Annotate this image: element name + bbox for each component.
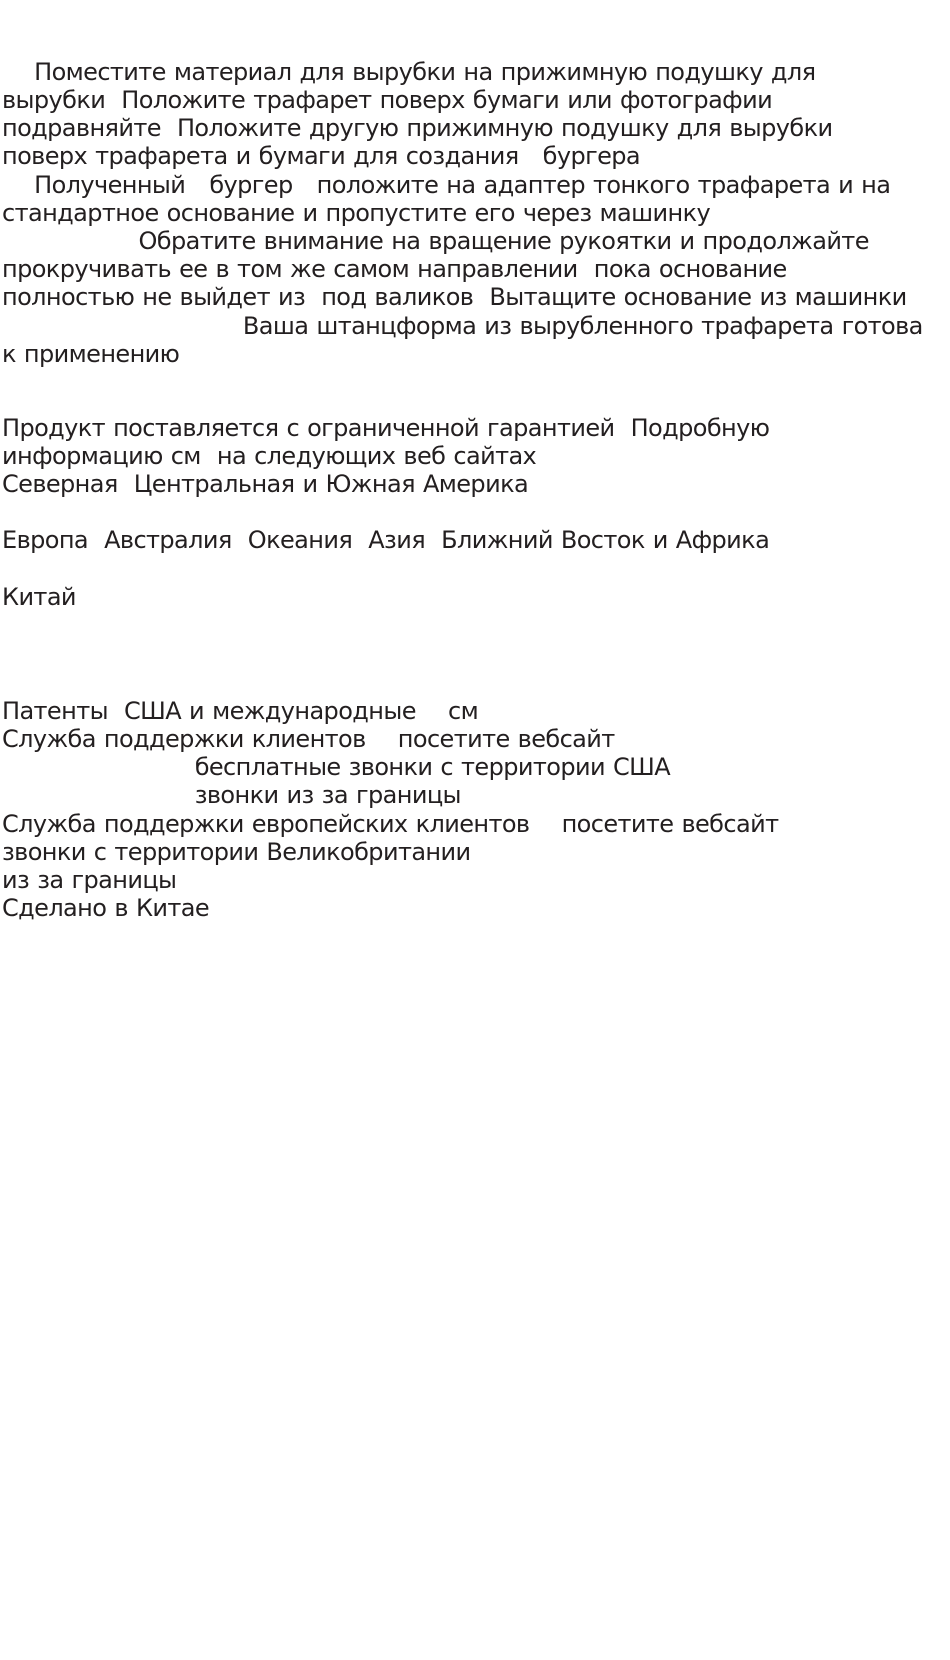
international-calls-text: звонки из за границы <box>2 781 461 809</box>
uk-calls-text: звонки с территории Великобритании <box>2 838 471 866</box>
region-europe-asia: Европа Австралия Океания Азия Ближний Восток и Африка <box>2 526 770 554</box>
instruction-line: стандартное основание и пропустите его через машинку <box>2 199 711 227</box>
instruction-line: Поместите материал для вырубки на прижимную подушку для <box>2 58 816 86</box>
warranty-text: Продукт поставляется с ограниченной гарантией Подробную <box>2 414 770 442</box>
instruction-line: к применению <box>2 340 180 368</box>
instruction-line: Полученный бургер положите на адаптер тонкого трафарета и на <box>2 171 891 199</box>
instruction-line: подравняйте Положите другую прижимную подушку для вырубки <box>2 114 833 142</box>
warranty-text: информацию см на следующих веб сайтах <box>2 442 537 470</box>
made-in-text: Сделано в Китае <box>2 894 210 922</box>
toll-free-us-text: бесплатные звонки с территории США <box>2 753 671 781</box>
instruction-line: прокручивать ее в том же самом направлении пока основание <box>2 255 787 283</box>
instruction-line: Ваша штанцформа из вырубленного трафарета готова <box>2 312 923 340</box>
customer-service-text: Служба поддержки клиентов посетите вебсайт <box>2 725 615 753</box>
instruction-line: полностью не выйдет из под валиков Вытащите основание из машинки <box>2 283 907 311</box>
instruction-line: вырубки Положите трафарет поверх бумаги или фотографии <box>2 86 773 114</box>
region-americas: Северная Центральная и Южная Америка <box>2 470 529 498</box>
instruction-line: Обратите внимание на вращение рукоятки и продолжайте <box>2 227 869 255</box>
from-abroad-text: из за границы <box>2 866 177 894</box>
patents-text: Патенты США и международные см <box>2 697 479 725</box>
region-china: Китай <box>2 583 76 611</box>
instruction-line: поверх трафарета и бумаги для создания бургера <box>2 142 641 170</box>
eu-customer-service-text: Служба поддержки европейских клиентов посетите вебсайт <box>2 810 779 838</box>
